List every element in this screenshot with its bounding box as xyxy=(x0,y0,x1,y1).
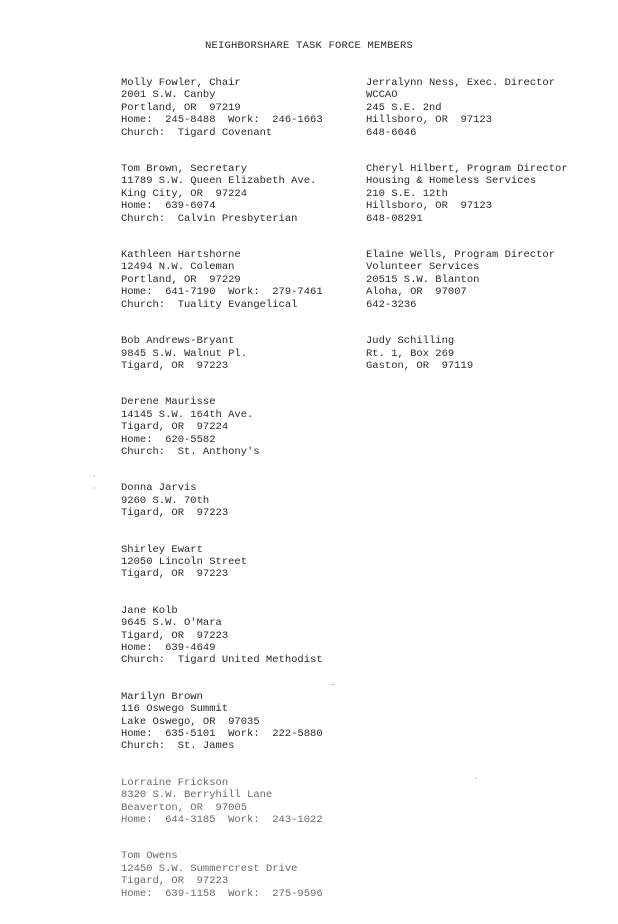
member-entry xyxy=(121,396,361,458)
member-entry xyxy=(366,77,611,139)
stray-arrow-mark: → xyxy=(330,680,335,689)
member-name: Derene Maurisse xyxy=(121,396,216,409)
member-detail-line: Housing & Homeless Services xyxy=(366,175,537,188)
member-name: Donna Jarvis xyxy=(121,482,197,495)
member-entry xyxy=(121,850,361,900)
member-detail-line: 648-6646 xyxy=(366,126,417,139)
member-detail-line: Home: 639-6074 xyxy=(121,200,216,213)
member-name: Jerralynn Ness, Exec. Director xyxy=(366,77,556,89)
member-detail-line: 9645 S.W. O'Mara xyxy=(121,617,222,630)
member-entry xyxy=(121,605,361,667)
member-detail-line: 2001 S.W. Canby xyxy=(121,89,216,102)
member-name: Jane Kolb xyxy=(121,604,178,617)
member-detail-line: WCCAO xyxy=(366,89,398,102)
member-entry xyxy=(121,482,361,519)
page-title: NEIGHBORSHARE TASK FORCE MEMBERS xyxy=(204,40,414,52)
member-detail-line: 245 S.E. 2nd xyxy=(366,101,442,114)
member-detail-line: 11789 S.W. Queen Elizabeth Ave. xyxy=(121,175,317,188)
member-name: Shirley Ewart xyxy=(121,543,203,556)
member-name: Judy Schilling xyxy=(366,335,455,348)
member-detail-line: Home: 639-1158 Work: 275-9596 xyxy=(121,887,323,900)
member-name: Molly Fowler, Chair xyxy=(121,77,241,89)
member-detail-line: Home: 639-4649 xyxy=(121,642,216,654)
member-detail-line: 210 S.E. 12th xyxy=(366,187,448,200)
stray-mark: · xyxy=(474,774,479,783)
member-detail-line: Tigard, OR 97224 xyxy=(121,421,229,434)
member-name: Tom Owens xyxy=(121,850,178,863)
member-name: Tom Brown, Secretary xyxy=(121,163,248,176)
member-detail-line: Tigard, OR 97223 xyxy=(121,629,229,642)
member-name: Cheryl Hilbert, Program Director xyxy=(366,163,568,176)
member-detail-line: 14145 S.W. 164th Ave. xyxy=(121,408,254,421)
member-detail-line: Gaston, OR 97119 xyxy=(366,359,474,372)
member-detail-line: Portland, OR 97219 xyxy=(121,101,241,114)
member-detail-line: Tigard, OR 97223 xyxy=(121,568,229,581)
member-detail-line: Church: St. James xyxy=(121,740,235,753)
member-list-left xyxy=(121,77,361,924)
member-detail-line: 9260 S.W. 70th xyxy=(121,494,210,507)
member-detail-line: Hillsboro, OR 97123 xyxy=(366,114,493,127)
member-name: Lorraine Frickson xyxy=(121,776,229,789)
member-entry xyxy=(121,77,361,139)
member-detail-line: Home: 635-5101 Work: 222-5880 xyxy=(121,728,323,741)
member-detail-line: 116 Oswego Summit xyxy=(121,703,229,716)
member-detail-line: 9845 S.W. Walnut Pl. xyxy=(121,347,248,360)
member-entry xyxy=(121,335,361,372)
member-entry xyxy=(121,544,361,581)
member-detail-line: Hillsboro, OR 97123 xyxy=(366,200,493,213)
member-detail-line: Home: 245-8488 Work: 246-1663 xyxy=(121,114,323,127)
member-name: Kathleen Hartshorne xyxy=(121,249,241,262)
member-entry xyxy=(121,249,361,311)
member-entry xyxy=(121,777,361,827)
member-detail-line: Church: Tuality Evangelical xyxy=(121,298,298,311)
member-detail-line: Aloha, OR 97007 xyxy=(366,286,467,299)
member-detail-line: 20515 S.W. Blanton xyxy=(366,273,480,286)
member-detail-line: 12450 S.W. Summercrest Drive xyxy=(121,862,298,875)
member-entry xyxy=(121,163,361,225)
member-detail-line: Rt. 1, Box 269 xyxy=(366,347,455,360)
member-detail-line: 642-3236 xyxy=(366,298,417,311)
member-detail-line: Volunteer Services xyxy=(366,261,480,274)
member-detail-line: Tigard, OR 97223 xyxy=(121,507,229,520)
member-detail-line: Home: 644-3185 Work: 243-1022 xyxy=(121,814,323,827)
member-detail-line: Lake Oswego, OR 97035 xyxy=(121,715,260,728)
member-detail-line: 8320 S.W. Berryhill Lane xyxy=(121,789,273,802)
member-name: Elaine Wells, Program Director xyxy=(366,249,556,262)
member-name: Bob Andrews-Bryant xyxy=(121,335,235,348)
stray-mark: · xyxy=(92,484,97,493)
member-detail-line: Church: Tigard United Methodist xyxy=(121,654,323,667)
member-entry xyxy=(366,249,611,311)
member-entry xyxy=(121,691,361,753)
member-detail-line: Church: Calvin Presbyterian xyxy=(121,212,298,225)
member-detail-line: Tigard, OR 97223 xyxy=(121,359,229,372)
member-detail-line: 12494 N.W. Coleman xyxy=(121,261,235,274)
member-detail-line: 12050 Lincoln Street xyxy=(121,555,248,568)
stray-mark: · xyxy=(92,472,97,481)
member-entry xyxy=(366,335,611,372)
member-detail-line: 648-08291 xyxy=(366,212,423,225)
member-detail-line: Church: Tigard Covenant xyxy=(121,126,273,139)
member-detail-line: Church: St. Anthony's xyxy=(121,445,260,458)
member-name: Marilyn Brown xyxy=(121,690,203,703)
member-detail-line: Portland, OR 97229 xyxy=(121,273,241,286)
member-detail-line: Home: 641-7190 Work: 279-7461 xyxy=(121,286,323,299)
member-detail-line: Tigard, OR 97223 xyxy=(121,875,229,888)
member-entry xyxy=(366,163,611,225)
member-detail-line: King City, OR 97224 xyxy=(121,187,248,200)
member-detail-line: Beaverton, OR 97005 xyxy=(121,801,248,814)
member-detail-line: Home: 620-5582 xyxy=(121,433,216,446)
member-list-right xyxy=(366,77,611,396)
